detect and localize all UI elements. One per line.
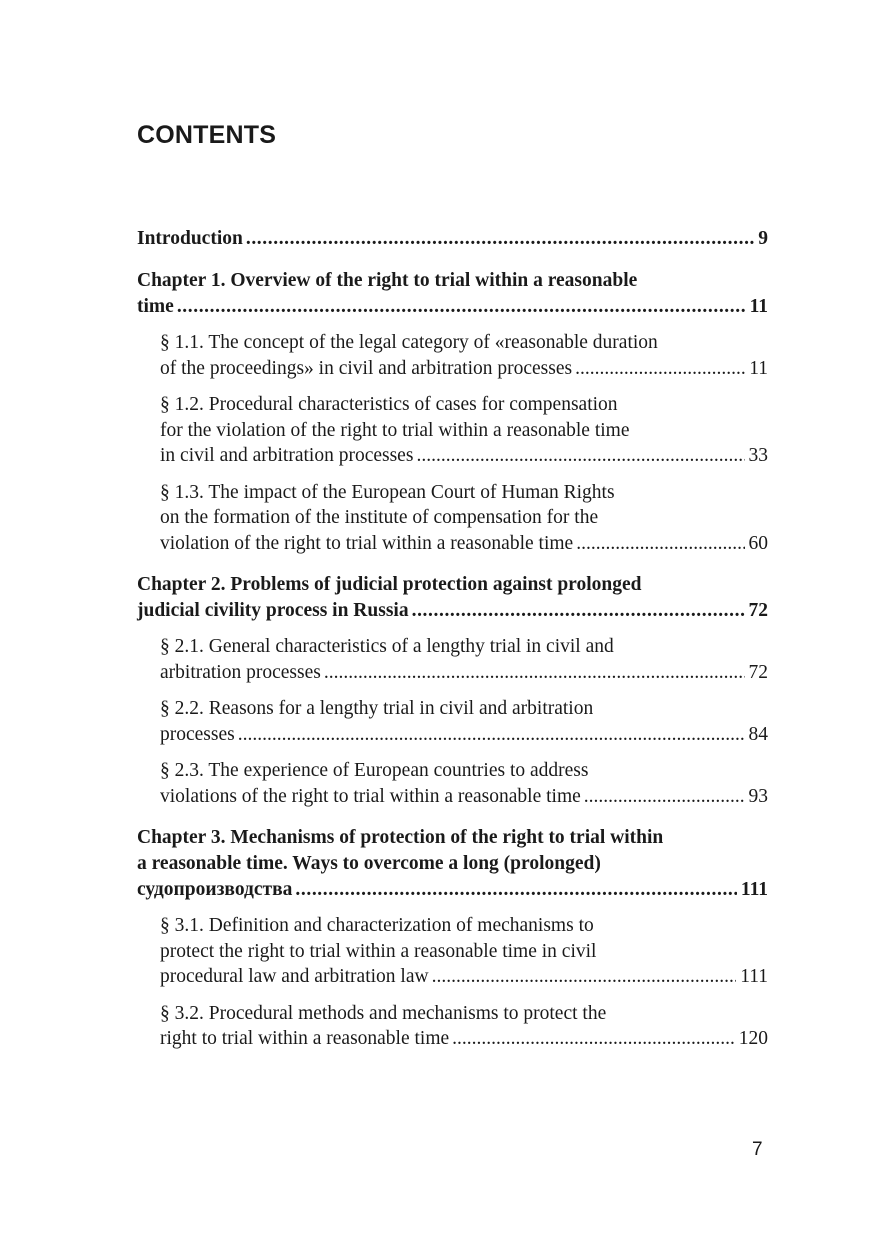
toc-page-number: 84	[748, 723, 768, 745]
toc-entry-section-2-3[interactable]	[160, 758, 768, 809]
toc-entry-title-line: protect the right to trial within a reasonable time in civil	[160, 940, 597, 962]
toc-entry-title-line: § 2.1. General characteristics of a lengthy trial in civil and	[160, 636, 614, 657]
toc-page-number: 11	[749, 357, 768, 379]
dot-leader	[238, 722, 745, 748]
toc-entry-section-1-1[interactable]	[160, 330, 768, 381]
toc-page-number: 120	[738, 1028, 768, 1049]
toc-entry-title: Introduction	[137, 228, 243, 249]
dot-leader	[432, 964, 737, 990]
toc-entry-title-line: on the formation of the institute of compensation for the	[160, 507, 599, 528]
toc-entry-title-line: Chapter 3. Mechanisms of protection of the right to trial within	[137, 827, 664, 848]
toc-entry-title-line: судопроизводства	[137, 879, 293, 900]
toc-entry-section-3-1[interactable]	[160, 913, 768, 990]
toc-page-number: 111	[740, 966, 768, 987]
toc-entry-title-line: § 2.2. Reasons for a lengthy trial in civil and arbitration	[160, 698, 594, 719]
toc-entry-section-3-2[interactable]	[160, 1001, 768, 1052]
toc-entry-section-1-2[interactable]	[160, 392, 768, 469]
toc-entry-title-line: § 1.2. Procedural characteristics of cases for compensation	[160, 394, 618, 415]
dot-leader	[324, 660, 745, 686]
toc-entry-section-1-3[interactable]	[160, 480, 768, 557]
page-number: 7	[752, 1139, 763, 1160]
dot-leader	[295, 877, 736, 903]
dot-leader	[412, 598, 745, 624]
toc-entry-section-2-2[interactable]	[160, 696, 768, 747]
toc-entry-title-line: of the proceedings» in civil and arbitration processes	[160, 357, 573, 379]
toc-entry-title-line: § 2.3. The experience of European countries to address	[160, 760, 589, 781]
dot-leader	[584, 784, 745, 810]
table-of-contents	[137, 226, 768, 1063]
dot-leader	[416, 443, 744, 469]
toc-entry-introduction[interactable]	[137, 226, 768, 252]
toc-entry-title-line: Chapter 1. Overview of the right to trial within a reasonable	[137, 270, 638, 291]
toc-entry-title-line: § 1.3. The impact of the European Court of Human Rights	[160, 481, 615, 503]
toc-page-number: 9	[758, 228, 768, 249]
toc-page-number: 72	[748, 661, 768, 683]
toc-entry-title-line: violation of the right to trial within a reasonable time	[160, 532, 574, 554]
toc-entry-title-line: in civil and arbitration processes	[160, 445, 414, 466]
toc-entry-title-line: a reasonable time. Ways to overcome a long (prolonged)	[137, 853, 601, 874]
toc-page-number: 60	[748, 532, 768, 554]
toc-entry-title-line: for the violation of the right to trial within a reasonable time	[160, 419, 630, 441]
toc-page-number: 72	[748, 600, 768, 621]
toc-page-number: 111	[740, 879, 768, 900]
toc-entry-title-line: § 3.1. Definition and characterization of mechanisms to	[160, 915, 594, 936]
dot-leader	[575, 356, 745, 382]
toc-entry-section-2-1[interactable]	[160, 634, 768, 685]
toc-entry-chapter-3[interactable]	[137, 825, 768, 903]
toc-entry-title-line: Chapter 2. Problems of judicial protection against prolonged	[137, 574, 642, 595]
toc-page-number: 93	[748, 785, 768, 807]
toc-entry-title-line: arbitration processes	[160, 661, 321, 683]
toc-entry-title-line: time	[137, 296, 174, 317]
toc-entry-chapter-1[interactable]	[137, 268, 768, 320]
toc-page-number: 11	[749, 296, 768, 317]
toc-entry-title-line: § 1.1. The concept of the legal category of «reasonable duration	[160, 332, 658, 353]
toc-entry-title-line: processes	[160, 723, 235, 745]
toc-entry-title-line: right to trial within a reasonable time	[160, 1028, 450, 1049]
dot-leader	[246, 226, 754, 252]
toc-entry-title-line: procedural law and arbitration law	[160, 966, 429, 987]
dot-leader	[576, 531, 744, 557]
page-title: CONTENTS	[137, 121, 277, 149]
toc-entry-title-line: violations of the right to trial within a reasonable time	[160, 785, 581, 807]
toc-page-number: 33	[748, 445, 768, 466]
dot-leader	[177, 294, 746, 320]
toc-entry-title-line: § 3.2. Procedural methods and mechanisms to protect the	[160, 1002, 607, 1024]
toc-entry-chapter-2[interactable]	[137, 572, 768, 624]
dot-leader	[452, 1026, 735, 1052]
toc-entry-title-line: judicial civility process in Russia	[137, 600, 409, 621]
